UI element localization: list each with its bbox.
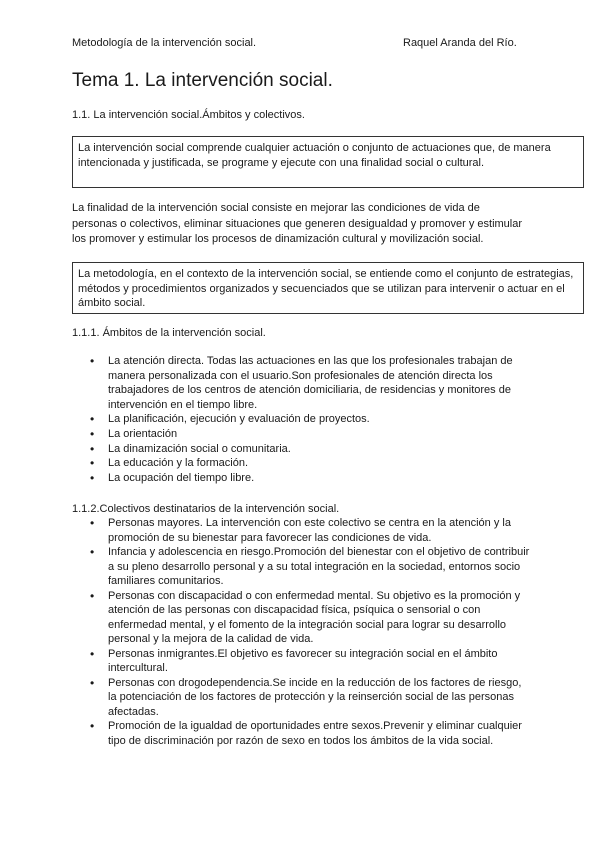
- list-item: • La atención directa. Todas las actuaciones en las que los profesionales trabajan de manera personalizada con el usuario.Son profesionales de atención directa los trabajadores de los centros de atención domiciliaria, de residencias y monitores de intervención en el tiempo libre.: [90, 354, 530, 412]
- colectivos-list: [90, 516, 530, 748]
- list-item: • Infancia y adolescencia en riesgo.Promoción del bienestar con el objetivo de contribuir a su pleno desarrollo personal y a su total integración en la sociedad, entornos socio familiares comunitarios.: [90, 545, 530, 589]
- list-item: • Promoción de la igualdad de oportunidades entre sexos.Prevenir y eliminar cualquier tipo de discriminación por razón de sexo en todos los ámbitos de la vida social.: [90, 719, 530, 748]
- header-left: Metodología de la intervención social.: [72, 37, 257, 49]
- list-item: • La dinamización social o comunitaria.: [90, 442, 530, 457]
- header-right: Raquel Aranda del Río.: [403, 37, 517, 49]
- list-item: • Personas mayores. La intervención con este colectivo se centra en la atención y la promoción de su bienestar para favorecer las condiciones de vida.: [90, 516, 530, 545]
- list-item: • Personas con discapacidad o con enfermedad mental. Su objetivo es la promoción y atención de las personas con discapacidad física, psíquica o sensorial o con enfermedad mental, y el fomento de la integración social para lograr su desarrollo personal y la mejora de la calidad de vida.: [90, 589, 530, 647]
- section-heading-1-1: 1.1. La intervención social.Ámbitos y colectivos.: [72, 109, 305, 121]
- list-item: • La planificación, ejecución y evaluación de proyectos.: [90, 412, 530, 427]
- list-item: • La orientación: [90, 427, 530, 442]
- list-item: • Personas inmigrantes.El objetivo es favorecer su integración social en el ámbito intercultural.: [90, 647, 530, 676]
- list-item: • La ocupación del tiempo libre.: [90, 471, 530, 486]
- section-heading-1-1-2: 1.1.2.Colectivos destinatarios de la intervención social.: [72, 503, 340, 515]
- list-item: • La educación y la formación.: [90, 456, 530, 471]
- section-heading-1-1-1: 1.1.1. Ámbitos de la intervención social.: [72, 327, 266, 339]
- methodology-box: La metodología, en el contexto de la intervención social, se entiende como el conjunto de estrategias, métodos y procedimientos organizados y secuenciados que se utilizan para intervenir o actuar en el ámbito social.: [72, 262, 584, 314]
- definition-box: La intervención social comprende cualquier actuación o conjunto de actuaciones que, de manera intencionada y justificada, se programe y ejecute con una finalidad social o cultural.: [72, 136, 584, 188]
- list-item: • Personas con drogodependencia.Se incide en la reducción de los factores de riesgo, la potenciación de los factores de protección y la reinserción social de las personas afectadas.: [90, 676, 530, 720]
- page-title: Tema 1. La intervención social.: [72, 70, 333, 91]
- finalidad-paragraph: La finalidad de la intervención social consiste en mejorar las condiciones de vida de personas o colectivos, eliminar situaciones que generen desigualdad y promover y estimular los promover y estimular los procesos de dinamización cultural y movilización social.: [72, 202, 523, 245]
- ambitos-list: [90, 354, 530, 485]
